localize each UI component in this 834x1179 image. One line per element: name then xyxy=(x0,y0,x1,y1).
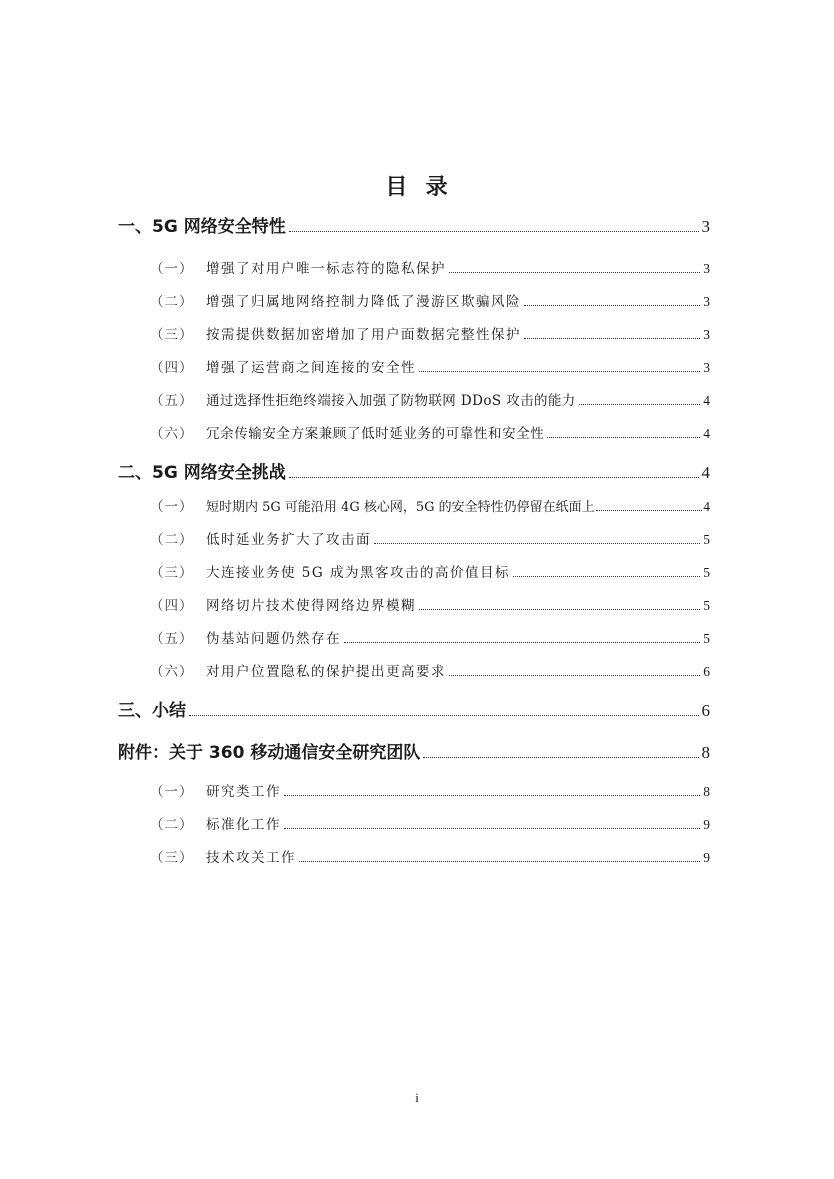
toc-entry-text: 伪基站问题仍然存在 xyxy=(206,631,341,647)
toc-entry-prefix: 二、 xyxy=(118,463,152,483)
page-number: i xyxy=(415,1090,419,1105)
toc-entry-text: 对用户位置隐私的保护提出更高要求 xyxy=(206,664,446,680)
toc-entry-text: 研究类工作 xyxy=(206,784,281,800)
dot-leader xyxy=(284,794,700,796)
toc-entry-prefix: （六） xyxy=(150,664,194,680)
toc-entry-page: 4 xyxy=(703,499,710,514)
toc-entry-page: 6 xyxy=(703,664,710,679)
toc-entry-2-2[interactable] xyxy=(150,528,710,548)
toc-entry-page: 9 xyxy=(703,850,710,865)
toc-entry-prefix: （四） xyxy=(150,360,194,376)
toc-entry-1-2[interactable] xyxy=(150,290,710,310)
toc-entry-1-3[interactable] xyxy=(150,323,710,343)
toc-entry-prefix: （三） xyxy=(150,565,194,581)
toc-entry-prefix: （五） xyxy=(150,631,194,647)
toc-entry-prefix: 一、 xyxy=(118,217,152,237)
dot-leader xyxy=(374,542,700,544)
toc-entry-page: 8 xyxy=(703,784,710,799)
dot-leader xyxy=(299,860,700,862)
toc-entry-2-5[interactable] xyxy=(150,627,710,647)
toc-entry-prefix: （一） xyxy=(150,261,194,277)
toc-entry-prefix: （一） xyxy=(150,784,194,800)
dot-leader xyxy=(596,509,703,511)
toc-entry-prefix: （二） xyxy=(150,817,194,833)
toc-entry-2-1[interactable] xyxy=(150,495,710,515)
toc-entry-text: 标准化工作 xyxy=(206,817,281,833)
toc-entry-appendix-2[interactable] xyxy=(150,813,710,833)
toc-entry-page: 4 xyxy=(703,426,710,441)
toc-entry-page: 5 xyxy=(703,631,710,646)
toc-entry-page: 3 xyxy=(701,217,710,236)
toc-entry-prefix: （二） xyxy=(150,532,194,548)
toc-entry-section-2[interactable] xyxy=(118,458,710,483)
toc-entry-2-3[interactable] xyxy=(150,561,710,581)
toc-entry-appendix[interactable] xyxy=(118,738,710,763)
toc-entry-page: 4 xyxy=(703,393,710,408)
dot-leader xyxy=(579,403,701,405)
toc-entry-text: 按需提供数据加密增加了用户面数据完整性保护 xyxy=(206,327,521,343)
toc-entry-page: 3 xyxy=(703,360,710,375)
toc-entry-page: 3 xyxy=(703,294,710,309)
toc-entry-text: 5G 网络安全挑战 xyxy=(152,463,286,483)
dot-leader xyxy=(289,476,699,478)
toc-entry-prefix: （四） xyxy=(150,598,194,614)
toc-entry-section-1[interactable] xyxy=(118,212,710,237)
dot-leader xyxy=(419,370,700,372)
toc-entry-text: 增强了对用户唯一标志符的隐私保护 xyxy=(206,261,446,277)
toc-entry-text: 冗余传输安全方案兼顾了低时延业务的可靠性和安全性 xyxy=(206,426,545,442)
toc-entry-prefix: （六） xyxy=(150,426,194,442)
toc-entry-page: 5 xyxy=(703,565,710,580)
toc-entry-page: 3 xyxy=(703,327,710,342)
toc-entry-text: 大连接业务使 5G 成为黑客攻击的高价值目标 xyxy=(206,565,510,581)
toc-entry-section-3[interactable] xyxy=(118,696,710,721)
toc-entry-page: 4 xyxy=(701,463,710,482)
dot-leader xyxy=(423,756,698,758)
toc-entry-page: 3 xyxy=(703,261,710,276)
toc-entry-prefix: 三、 xyxy=(118,701,152,721)
dot-leader xyxy=(344,641,700,643)
toc-entry-prefix: （五） xyxy=(150,393,194,409)
toc-entry-1-6[interactable] xyxy=(150,422,710,442)
dot-leader xyxy=(189,714,699,716)
toc-entry-page: 5 xyxy=(703,598,710,613)
toc-entry-text: 低时延业务扩大了攻击面 xyxy=(206,532,371,548)
toc-entry-text: 通过选择性拒绝终端接入加强了防物联网 DDoS 攻击的能力 xyxy=(206,393,576,409)
toc-entry-text: 增强了归属地网络控制力降低了漫游区欺骗风险 xyxy=(206,294,521,310)
toc-entry-appendix-3[interactable] xyxy=(150,846,710,866)
toc-entry-prefix: （一） xyxy=(150,499,194,515)
toc-entry-prefix: 附件： xyxy=(118,743,169,763)
dot-leader xyxy=(284,827,700,829)
toc-title: 目 录 xyxy=(385,175,449,200)
toc-entry-text: 关于 360 移动通信安全研究团队 xyxy=(169,743,421,763)
toc-entry-page: 9 xyxy=(703,817,710,832)
toc-entry-2-4[interactable] xyxy=(150,594,710,614)
dot-leader xyxy=(547,436,700,438)
toc-entry-text: 小结 xyxy=(152,701,186,721)
toc-entry-prefix: （三） xyxy=(150,327,194,343)
toc-entry-page: 5 xyxy=(703,532,710,547)
dot-leader xyxy=(449,271,700,273)
toc-entry-1-1[interactable] xyxy=(150,257,710,277)
toc-entry-text: 技术攻关工作 xyxy=(206,850,296,866)
toc-entry-1-5[interactable] xyxy=(150,389,710,409)
toc-entry-prefix: （三） xyxy=(150,850,194,866)
toc-entry-prefix: （二） xyxy=(150,294,194,310)
toc-entry-appendix-1[interactable] xyxy=(150,780,710,800)
dot-leader xyxy=(419,608,700,610)
dot-leader xyxy=(524,337,700,339)
toc-entry-page: 6 xyxy=(701,701,710,720)
dot-leader xyxy=(513,575,700,577)
dot-leader xyxy=(524,304,700,306)
toc-entry-2-6[interactable] xyxy=(150,660,710,680)
toc-entry-text: 短时期内 5G 可能沿用 4G 核心网，5G 的安全特性仍停留在纸面上 xyxy=(206,500,595,515)
dot-leader xyxy=(449,674,700,676)
toc-entry-text: 增强了运营商之间连接的安全性 xyxy=(206,360,416,376)
toc-entry-text: 5G 网络安全特性 xyxy=(152,217,286,237)
toc-entry-page: 8 xyxy=(701,743,710,762)
dot-leader xyxy=(289,230,699,232)
toc-entry-1-4[interactable] xyxy=(150,356,710,376)
toc-entry-text: 网络切片技术使得网络边界模糊 xyxy=(206,598,416,614)
